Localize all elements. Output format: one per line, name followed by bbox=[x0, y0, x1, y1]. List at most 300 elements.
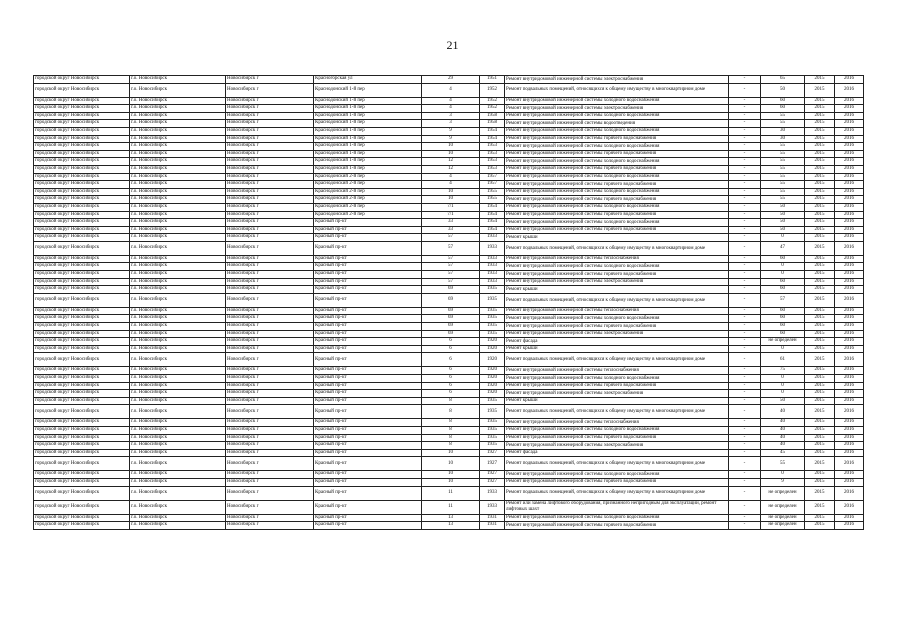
table-row bbox=[34, 286, 864, 294]
plan-start-cell: 2015 bbox=[805, 434, 835, 442]
municipality-cell: г.о. Новосибирск bbox=[130, 196, 226, 204]
marker-cell: - bbox=[729, 457, 761, 471]
municipality-cell: г.о. Новосибирск bbox=[130, 255, 226, 263]
house-cell: 11 bbox=[422, 500, 480, 514]
street-cell: Красный пр-кт bbox=[314, 486, 422, 500]
table-row bbox=[34, 367, 864, 375]
municipality-cell: г.о. Новосибирск bbox=[130, 112, 226, 120]
street-cell: Красный пр-кт bbox=[314, 234, 422, 242]
house-cell: 3 bbox=[422, 120, 480, 128]
wear-cell: не определен bbox=[761, 514, 805, 522]
settlement-cell: Новосибирск г bbox=[226, 188, 314, 196]
street-cell: Красный пр-кт bbox=[314, 271, 422, 279]
plan-end-cell: 2016 bbox=[835, 97, 864, 105]
plan-start-cell: 2015 bbox=[805, 419, 835, 427]
work-type-cell: Ремонт внутридомовой инженерной системы электроснабжения bbox=[505, 105, 729, 113]
marker-cell: - bbox=[729, 390, 761, 398]
year-cell: 1935 bbox=[480, 293, 505, 307]
plan-start-cell: 2015 bbox=[805, 211, 835, 219]
plan-end-cell: 2016 bbox=[835, 457, 864, 471]
year-cell: 1954 bbox=[480, 127, 505, 135]
house-cell: 10 bbox=[422, 150, 480, 158]
table-row bbox=[34, 397, 864, 405]
municipality-cell: г.о. Новосибирск bbox=[130, 338, 226, 346]
plan-end-cell: 2016 bbox=[835, 271, 864, 279]
plan-end-cell: 2016 bbox=[835, 330, 864, 338]
municipality-cell: г.о. Новосибирск bbox=[130, 390, 226, 398]
marker-cell: - bbox=[729, 353, 761, 367]
plan-start-cell: 2015 bbox=[805, 514, 835, 522]
plan-end-cell: 2016 bbox=[835, 241, 864, 255]
marker-cell: - bbox=[729, 442, 761, 450]
house-cell: 57 bbox=[422, 241, 480, 255]
plan-start-cell: 2015 bbox=[805, 135, 835, 143]
district-cell: городской округ Новосибирск bbox=[34, 426, 130, 434]
district-cell: городской округ Новосибирск bbox=[34, 522, 130, 530]
plan-start-cell: 2015 bbox=[805, 112, 835, 120]
municipality-cell: г.о. Новосибирск bbox=[130, 219, 226, 227]
municipality-cell: г.о. Новосибирск bbox=[130, 345, 226, 353]
plan-end-cell: 2016 bbox=[835, 434, 864, 442]
house-cell: 12 bbox=[422, 158, 480, 166]
house-cell: 8 bbox=[422, 434, 480, 442]
house-cell: 8 bbox=[422, 397, 480, 405]
marker-cell: - bbox=[729, 382, 761, 390]
year-cell: 1933 bbox=[480, 255, 505, 263]
wear-cell: 55 bbox=[761, 112, 805, 120]
house-cell: 29 bbox=[422, 76, 480, 84]
table-row bbox=[34, 76, 864, 84]
table-row bbox=[34, 323, 864, 331]
marker-cell: - bbox=[729, 426, 761, 434]
plan-start-cell: 2015 bbox=[805, 293, 835, 307]
table-row bbox=[34, 338, 864, 346]
table-row bbox=[34, 307, 864, 315]
wear-cell: 55 bbox=[761, 158, 805, 166]
year-cell: 1927 bbox=[480, 449, 505, 457]
plan-start-cell: 2015 bbox=[805, 315, 835, 323]
work-type-cell: Ремонт подвальных помещений, относящихся к общему имуществу в многоквартирном доме bbox=[505, 293, 729, 307]
street-cell: Краснодонский 1-й пер bbox=[314, 165, 422, 173]
wear-cell: 40 bbox=[761, 434, 805, 442]
wear-cell: 40 bbox=[761, 419, 805, 427]
plan-end-cell: 2016 bbox=[835, 226, 864, 234]
municipality-cell: г.о. Новосибирск bbox=[130, 234, 226, 242]
municipality-cell: г.о. Новосибирск bbox=[130, 135, 226, 143]
street-cell: Красный пр-кт bbox=[314, 382, 422, 390]
street-cell: Красный пр-кт bbox=[314, 419, 422, 427]
marker-cell: - bbox=[729, 486, 761, 500]
district-cell: городской округ Новосибирск bbox=[34, 500, 130, 514]
year-cell: 1935 bbox=[480, 405, 505, 419]
year-cell: 1920 bbox=[480, 390, 505, 398]
plan-end-cell: 2016 bbox=[835, 188, 864, 196]
plan-end-cell: 2016 bbox=[835, 449, 864, 457]
marker-cell: - bbox=[729, 419, 761, 427]
marker-cell: - bbox=[729, 143, 761, 151]
marker-cell: - bbox=[729, 76, 761, 84]
district-cell: городской округ Новосибирск bbox=[34, 211, 130, 219]
wear-cell: не определен bbox=[761, 338, 805, 346]
district-cell: городской округ Новосибирск bbox=[34, 375, 130, 383]
district-cell: городской округ Новосибирск bbox=[34, 405, 130, 419]
street-cell: Краснодонский 1-й пер bbox=[314, 135, 422, 143]
settlement-cell: Новосибирск г bbox=[226, 330, 314, 338]
plan-start-cell: 2015 bbox=[805, 143, 835, 151]
settlement-cell: Новосибирск г bbox=[226, 405, 314, 419]
municipality-cell: г.о. Новосибирск bbox=[130, 397, 226, 405]
plan-start-cell: 2015 bbox=[805, 338, 835, 346]
wear-cell: 55 bbox=[761, 165, 805, 173]
plan-start-cell: 2015 bbox=[805, 471, 835, 479]
settlement-cell: Новосибирск г bbox=[226, 514, 314, 522]
work-type-cell: Ремонт крыши bbox=[505, 286, 729, 294]
municipality-cell: г.о. Новосибирск bbox=[130, 375, 226, 383]
street-cell: Краснодонский 1-й пер bbox=[314, 150, 422, 158]
district-cell: городской округ Новосибирск bbox=[34, 457, 130, 471]
marker-cell: - bbox=[729, 338, 761, 346]
settlement-cell: Новосибирск г bbox=[226, 181, 314, 189]
work-type-cell: Ремонт внутридомовой инженерной системы холодного водоснабжения bbox=[505, 315, 729, 323]
municipality-cell: г.о. Новосибирск bbox=[130, 286, 226, 294]
settlement-cell: Новосибирск г bbox=[226, 390, 314, 398]
plan-start-cell: 2015 bbox=[805, 330, 835, 338]
work-type-cell: Ремонт внутридомовой инженерной системы теплоснабжения bbox=[505, 419, 729, 427]
year-cell: 1933 bbox=[480, 278, 505, 286]
wear-cell: 55 bbox=[761, 150, 805, 158]
wear-cell: 0 bbox=[761, 345, 805, 353]
house-cell: 10 bbox=[422, 478, 480, 486]
table-body bbox=[34, 76, 864, 530]
work-type-cell: Ремонт внутридомовой инженерной системы теплоснабжения bbox=[505, 307, 729, 315]
work-type-cell: Ремонт внутридомовой инженерной системы холодного водоснабжения bbox=[505, 203, 729, 211]
marker-cell: - bbox=[729, 112, 761, 120]
plan-start-cell: 2015 bbox=[805, 203, 835, 211]
district-cell: городской округ Новосибирск bbox=[34, 514, 130, 522]
district-cell: городской округ Новосибирск bbox=[34, 397, 130, 405]
settlement-cell: Новосибирск г bbox=[226, 234, 314, 242]
street-cell: Красный пр-кт bbox=[314, 345, 422, 353]
district-cell: городской округ Новосибирск bbox=[34, 486, 130, 500]
street-cell: Красный пр-кт bbox=[314, 286, 422, 294]
plan-end-cell: 2016 bbox=[835, 112, 864, 120]
street-cell: Красный пр-кт bbox=[314, 405, 422, 419]
wear-cell: 40 bbox=[761, 426, 805, 434]
municipality-cell: г.о. Новосибирск bbox=[130, 241, 226, 255]
district-cell: городской округ Новосибирск bbox=[34, 203, 130, 211]
page-number: 21 bbox=[446, 38, 459, 52]
year-cell: 1953 bbox=[480, 165, 505, 173]
settlement-cell: Новосибирск г bbox=[226, 315, 314, 323]
year-cell: 1953 bbox=[480, 143, 505, 151]
house-cell: 69 bbox=[422, 286, 480, 294]
house-cell: 33 bbox=[422, 219, 480, 227]
street-cell: Краснодонский 1-й пер bbox=[314, 105, 422, 113]
year-cell: 1933 bbox=[480, 241, 505, 255]
wear-cell: 50 bbox=[761, 219, 805, 227]
municipality-cell: г.о. Новосибирск bbox=[130, 293, 226, 307]
settlement-cell: Новосибирск г bbox=[226, 226, 314, 234]
plan-start-cell: 2015 bbox=[805, 158, 835, 166]
work-type-cell: Ремонт фасада bbox=[505, 338, 729, 346]
work-type-cell: Ремонт внутридомовой инженерной системы горячего водоснабжения bbox=[505, 382, 729, 390]
settlement-cell: Новосибирск г bbox=[226, 293, 314, 307]
work-type-cell: Ремонт внутридомовой инженерной системы электроснабжения bbox=[505, 278, 729, 286]
table-row bbox=[34, 120, 864, 128]
district-cell: городской округ Новосибирск bbox=[34, 263, 130, 271]
table-row bbox=[34, 271, 864, 279]
municipality-cell: г.о. Новосибирск bbox=[130, 486, 226, 500]
plan-end-cell: 2016 bbox=[835, 514, 864, 522]
wear-cell: 50 bbox=[761, 397, 805, 405]
district-cell: городской округ Новосибирск bbox=[34, 478, 130, 486]
marker-cell: - bbox=[729, 120, 761, 128]
year-cell: 1954 bbox=[480, 219, 505, 227]
wear-cell: 60 bbox=[761, 323, 805, 331]
plan-end-cell: 2016 bbox=[835, 234, 864, 242]
house-cell: 69 bbox=[422, 315, 480, 323]
house-cell: 4 bbox=[422, 181, 480, 189]
plan-end-cell: 2016 bbox=[835, 196, 864, 204]
street-cell: Краснодонский 2-й пер bbox=[314, 196, 422, 204]
street-cell: Краснодонский 1-й пер bbox=[314, 83, 422, 97]
work-type-cell: Ремонт внутридомовой инженерной системы горячего водоснабжения bbox=[505, 478, 729, 486]
wear-cell: 60 bbox=[761, 307, 805, 315]
marker-cell: - bbox=[729, 165, 761, 173]
marker-cell: - bbox=[729, 203, 761, 211]
street-cell: Красный пр-кт bbox=[314, 434, 422, 442]
settlement-cell: Новосибирск г bbox=[226, 83, 314, 97]
house-cell: 8 bbox=[422, 442, 480, 450]
plan-start-cell: 2015 bbox=[805, 367, 835, 375]
work-type-cell: Ремонт внутридомовой инженерной системы горячего водоснабжения bbox=[505, 226, 729, 234]
settlement-cell: Новосибирск г bbox=[226, 127, 314, 135]
street-cell: Красногорская ул bbox=[314, 76, 422, 84]
municipality-cell: г.о. Новосибирск bbox=[130, 83, 226, 97]
marker-cell: - bbox=[729, 181, 761, 189]
table-row bbox=[34, 188, 864, 196]
year-cell: 1951 bbox=[480, 76, 505, 84]
house-cell: 57 bbox=[422, 263, 480, 271]
year-cell: 1935 bbox=[480, 330, 505, 338]
marker-cell: - bbox=[729, 478, 761, 486]
work-type-cell: Ремонт подвальных помещений, относящихся к общему имуществу в многоквартирном доме bbox=[505, 457, 729, 471]
settlement-cell: Новосибирск г bbox=[226, 522, 314, 530]
house-cell: 12 bbox=[422, 165, 480, 173]
wear-cell: 65 bbox=[761, 76, 805, 84]
wear-cell: 30 bbox=[761, 135, 805, 143]
plan-start-cell: 2015 bbox=[805, 478, 835, 486]
plan-end-cell: 2016 bbox=[835, 426, 864, 434]
marker-cell: - bbox=[729, 234, 761, 242]
wear-cell: 55 bbox=[761, 173, 805, 181]
settlement-cell: Новосибирск г bbox=[226, 278, 314, 286]
street-cell: Красный пр-кт bbox=[314, 457, 422, 471]
district-cell: городской округ Новосибирск bbox=[34, 442, 130, 450]
house-cell: 6 bbox=[422, 338, 480, 346]
table-row bbox=[34, 135, 864, 143]
district-cell: городской округ Новосибирск bbox=[34, 76, 130, 84]
house-cell: 6 bbox=[422, 375, 480, 383]
year-cell: 1955 bbox=[480, 196, 505, 204]
plan-start-cell: 2015 bbox=[805, 405, 835, 419]
house-cell: 10 bbox=[422, 143, 480, 151]
plan-start-cell: 2015 bbox=[805, 426, 835, 434]
house-cell: 4 bbox=[422, 97, 480, 105]
plan-start-cell: 2015 bbox=[805, 241, 835, 255]
marker-cell: - bbox=[729, 345, 761, 353]
plan-start-cell: 2015 bbox=[805, 457, 835, 471]
table-row bbox=[34, 478, 864, 486]
plan-start-cell: 2015 bbox=[805, 181, 835, 189]
plan-end-cell: 2016 bbox=[835, 390, 864, 398]
plan-end-cell: 2016 bbox=[835, 76, 864, 84]
wear-cell: 0 bbox=[761, 271, 805, 279]
street-cell: Красный пр-кт bbox=[314, 500, 422, 514]
marker-cell: - bbox=[729, 271, 761, 279]
district-cell: городской округ Новосибирск bbox=[34, 338, 130, 346]
street-cell: Красный пр-кт bbox=[314, 522, 422, 530]
settlement-cell: Новосибирск г bbox=[226, 457, 314, 471]
house-cell: 7/1 bbox=[422, 203, 480, 211]
house-cell: 4 bbox=[422, 83, 480, 97]
plan-start-cell: 2015 bbox=[805, 278, 835, 286]
district-cell: городской округ Новосибирск bbox=[34, 307, 130, 315]
wear-cell: 0 bbox=[761, 234, 805, 242]
year-cell: 1933 bbox=[480, 234, 505, 242]
house-cell: 9 bbox=[422, 135, 480, 143]
plan-start-cell: 2015 bbox=[805, 397, 835, 405]
work-type-cell: Ремонт фасада bbox=[505, 449, 729, 457]
district-cell: городской округ Новосибирск bbox=[34, 219, 130, 227]
street-cell: Краснодонский 2-й пер bbox=[314, 203, 422, 211]
plan-end-cell: 2016 bbox=[835, 323, 864, 331]
street-cell: Красный пр-кт bbox=[314, 338, 422, 346]
year-cell: 1935 bbox=[480, 397, 505, 405]
wear-cell: 60 bbox=[761, 330, 805, 338]
plan-start-cell: 2015 bbox=[805, 76, 835, 84]
street-cell: Красный пр-кт bbox=[314, 390, 422, 398]
table-row bbox=[34, 514, 864, 522]
settlement-cell: Новосибирск г bbox=[226, 97, 314, 105]
plan-start-cell: 2015 bbox=[805, 120, 835, 128]
municipality-cell: г.о. Новосибирск bbox=[130, 211, 226, 219]
municipality-cell: г.о. Новосибирск bbox=[130, 165, 226, 173]
plan-end-cell: 2016 bbox=[835, 278, 864, 286]
year-cell: 1920 bbox=[480, 382, 505, 390]
plan-end-cell: 2016 bbox=[835, 120, 864, 128]
wear-cell: не определен bbox=[761, 486, 805, 500]
year-cell: 1920 bbox=[480, 338, 505, 346]
table-row bbox=[34, 419, 864, 427]
municipality-cell: г.о. Новосибирск bbox=[130, 278, 226, 286]
settlement-cell: Новосибирск г bbox=[226, 158, 314, 166]
settlement-cell: Новосибирск г bbox=[226, 135, 314, 143]
municipality-cell: г.о. Новосибирск bbox=[130, 271, 226, 279]
district-cell: городской округ Новосибирск bbox=[34, 196, 130, 204]
plan-start-cell: 2015 bbox=[805, 449, 835, 457]
street-cell: Красный пр-кт bbox=[314, 241, 422, 255]
marker-cell: - bbox=[729, 173, 761, 181]
marker-cell: - bbox=[729, 514, 761, 522]
plan-start-cell: 2015 bbox=[805, 173, 835, 181]
settlement-cell: Новосибирск г bbox=[226, 271, 314, 279]
table-row bbox=[34, 165, 864, 173]
settlement-cell: Новосибирск г bbox=[226, 286, 314, 294]
work-type-cell: Ремонт внутридомовой инженерной системы теплоснабжения bbox=[505, 255, 729, 263]
year-cell: 1933 bbox=[480, 263, 505, 271]
table-row bbox=[34, 382, 864, 390]
plan-end-cell: 2016 bbox=[835, 307, 864, 315]
table-row bbox=[34, 263, 864, 271]
work-type-cell: Ремонт внутридомовой инженерной системы теплоснабжения bbox=[505, 367, 729, 375]
plan-end-cell: 2016 bbox=[835, 500, 864, 514]
wear-cell: 55 bbox=[761, 188, 805, 196]
wear-cell: 50 bbox=[761, 211, 805, 219]
year-cell: 1954 bbox=[480, 211, 505, 219]
plan-end-cell: 2016 bbox=[835, 367, 864, 375]
municipality-cell: г.о. Новосибирск bbox=[130, 143, 226, 151]
table-row bbox=[34, 196, 864, 204]
street-cell: Краснодонский 1-й пер bbox=[314, 127, 422, 135]
settlement-cell: Новосибирск г bbox=[226, 241, 314, 255]
plan-end-cell: 2016 bbox=[835, 419, 864, 427]
district-cell: городской округ Новосибирск bbox=[34, 120, 130, 128]
plan-end-cell: 2016 bbox=[835, 471, 864, 479]
house-cell: 8 bbox=[422, 426, 480, 434]
settlement-cell: Новосибирск г bbox=[226, 307, 314, 315]
settlement-cell: Новосибирск г bbox=[226, 263, 314, 271]
street-cell: Красный пр-кт bbox=[314, 293, 422, 307]
municipality-cell: г.о. Новосибирск bbox=[130, 478, 226, 486]
street-cell: Красный пр-кт bbox=[314, 263, 422, 271]
plan-start-cell: 2015 bbox=[805, 323, 835, 331]
plan-start-cell: 2015 bbox=[805, 165, 835, 173]
settlement-cell: Новосибирск г bbox=[226, 203, 314, 211]
street-cell: Красный пр-кт bbox=[314, 478, 422, 486]
house-cell: 57 bbox=[422, 255, 480, 263]
plan-end-cell: 2016 bbox=[835, 442, 864, 450]
district-cell: городской округ Новосибирск bbox=[34, 143, 130, 151]
work-type-cell: Ремонт внутридомовой инженерной системы холодного водоснабжения bbox=[505, 375, 729, 383]
plan-end-cell: 2016 bbox=[835, 522, 864, 530]
settlement-cell: Новосибирск г bbox=[226, 382, 314, 390]
municipality-cell: г.о. Новосибирск bbox=[130, 471, 226, 479]
district-cell: городской округ Новосибирск bbox=[34, 188, 130, 196]
work-type-cell: Ремонт внутридомовой инженерной системы горячего водоснабжения bbox=[505, 150, 729, 158]
work-type-cell: Ремонт подвальных помещений, относящихся к общему имуществу в многоквартирном доме bbox=[505, 486, 729, 500]
street-cell: Красный пр-кт bbox=[314, 219, 422, 227]
municipality-cell: г.о. Новосибирск bbox=[130, 203, 226, 211]
house-cell: 11 bbox=[422, 486, 480, 500]
wear-cell: не определен bbox=[761, 500, 805, 514]
marker-cell: - bbox=[729, 219, 761, 227]
district-cell: городской округ Новосибирск bbox=[34, 390, 130, 398]
wear-cell: 55 bbox=[761, 181, 805, 189]
table-row bbox=[34, 150, 864, 158]
district-cell: городской округ Новосибирск bbox=[34, 181, 130, 189]
street-cell: Красный пр-кт bbox=[314, 353, 422, 367]
wear-cell: 40 bbox=[761, 442, 805, 450]
work-type-cell: Ремонт внутридомовой инженерной системы электроснабжения bbox=[505, 442, 729, 450]
street-cell: Красный пр-кт bbox=[314, 375, 422, 383]
municipality-cell: г.о. Новосибирск bbox=[130, 522, 226, 530]
municipality-cell: г.о. Новосибирск bbox=[130, 426, 226, 434]
district-cell: городской округ Новосибирск bbox=[34, 135, 130, 143]
marker-cell: - bbox=[729, 83, 761, 97]
plan-end-cell: 2016 bbox=[835, 293, 864, 307]
district-cell: городской округ Новосибирск bbox=[34, 367, 130, 375]
